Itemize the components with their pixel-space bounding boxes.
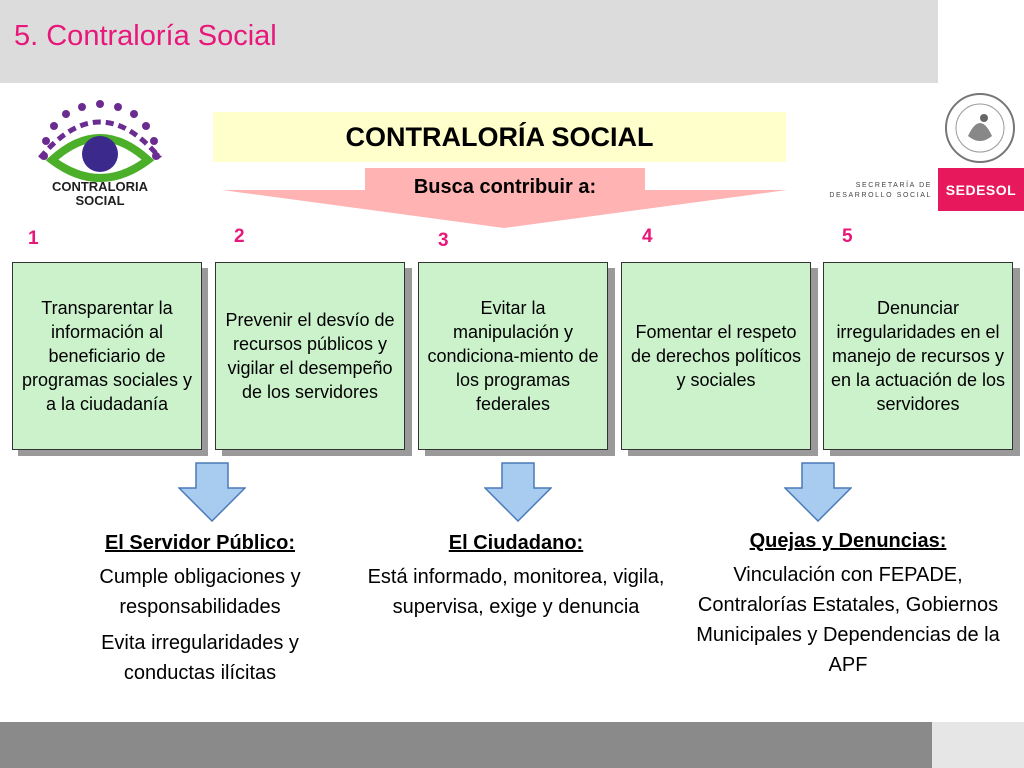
column-text: Vinculación con FEPADE, Contralorías Estatales, Gobiernos Municipales y Dependencias de la APF [696,564,1000,676]
column-text: Evita irregularidades y conductas ilícitas [101,632,299,684]
objective-box-1: Transparentar la información al beneficiario de programas sociales y a la ciudadanía [12,262,202,450]
column-text: Cumple obligaciones y responsabilidades [99,566,301,618]
column-servidor-publico [60,528,340,694]
down-arrow-icon [784,462,852,522]
coat-of-arms-icon [942,90,1018,166]
column-heading: Quejas y Denuncias: [749,530,947,552]
objective-number-1: 1 [28,228,39,249]
objective-box-4: Fomentar el respeto de derechos políticos y sociales [621,262,811,450]
banner-title: CONTRALORÍA SOCIAL [213,112,786,162]
agency-name: SECRETARÍA DE DESARROLLO SOCIAL [829,182,932,199]
column-quejas-denuncias [692,526,1004,686]
column-ciudadano [356,528,676,628]
column-text: Está informado, monitorea, vigila, supervisa, exige y denuncia [367,566,665,618]
footer-right-panel [932,722,1024,768]
objective-number-3: 3 [438,230,449,251]
objective-number-5: 5 [842,226,853,247]
footer-bar [0,722,932,768]
objective-box-3: Evitar la manipulación y condiciona-miento de los programas federales [418,262,608,450]
objective-box-5: Denunciar irregularidades en el manejo de recursos y en la actuación de los servidores [823,262,1013,450]
objective-number-4: 4 [642,226,653,247]
sedesol-badge: SEDESOL [938,168,1024,211]
banner-subtitle: Busca contribuir a: [413,176,597,198]
column-heading: El Servidor Público: [104,532,296,554]
logo-text: CONTRALORIA SOCIAL [51,179,149,208]
objective-box-2: Prevenir el desvío de recursos públicos y vigilar el desempeño de los servidores [215,262,405,450]
down-arrow-icon [178,462,246,522]
column-heading: El Ciudadano: [448,532,584,554]
down-arrow-icon [484,462,552,522]
page-title: 5. Contraloría Social [14,20,277,52]
objective-number-2: 2 [234,226,245,247]
header-right-panel [938,0,1024,83]
